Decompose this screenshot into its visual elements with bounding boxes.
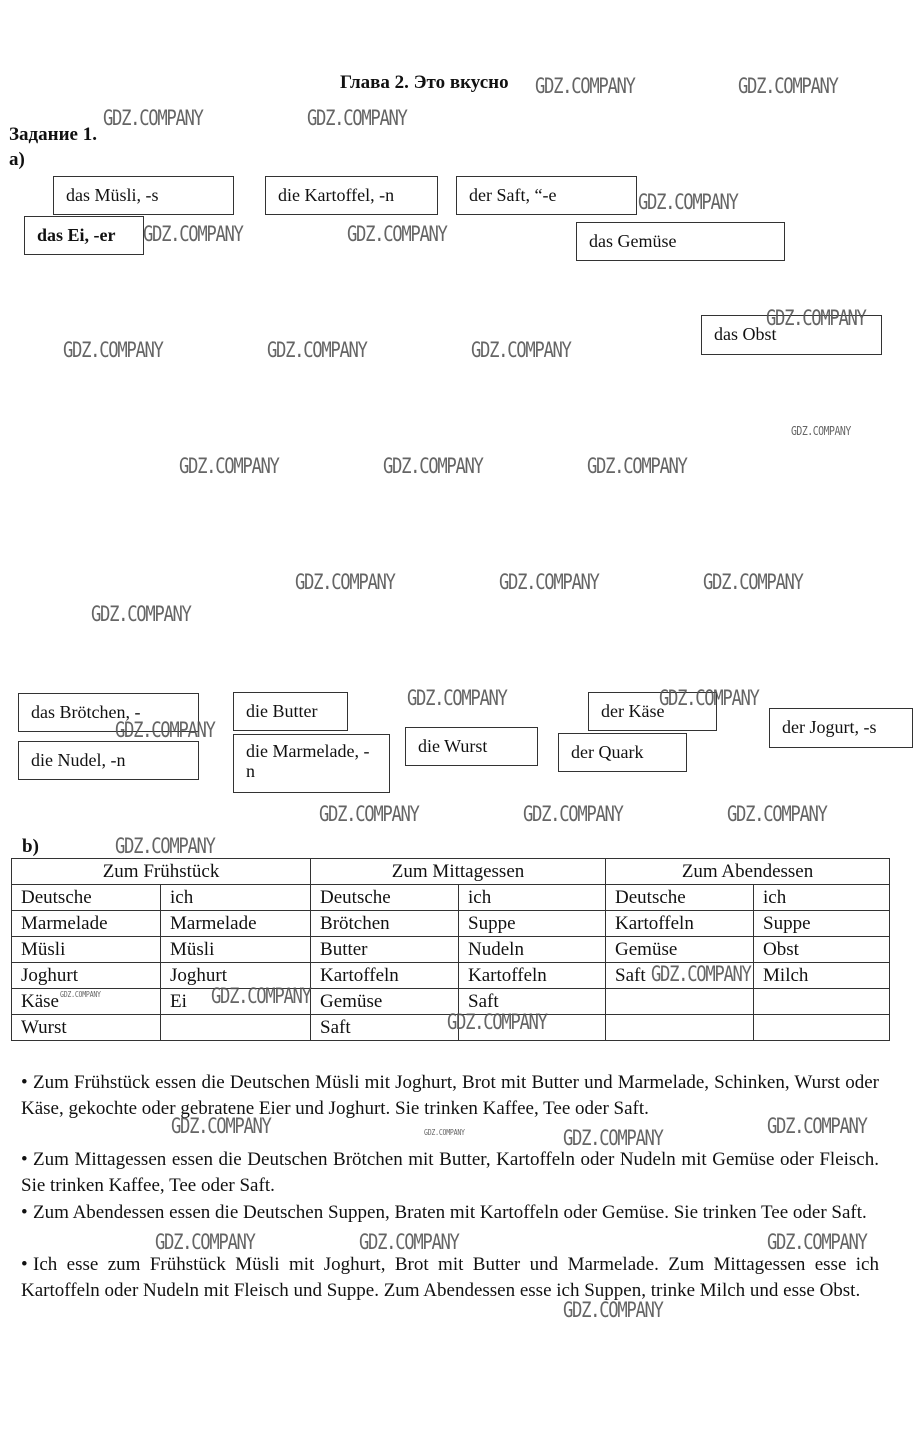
table-cell: Gemüse xyxy=(606,937,754,963)
watermark: GDZ.COMPANY xyxy=(523,802,623,826)
table-cell: Ei xyxy=(161,989,311,1015)
table-cell: Marmelade xyxy=(161,911,311,937)
subheader-cell: Deutsche xyxy=(311,885,459,911)
watermark: GDZ.COMPANY xyxy=(115,718,215,742)
part-a-label: a) xyxy=(9,149,25,170)
table-cell: Kartoffeln xyxy=(459,963,606,989)
table-cell: Wurst xyxy=(12,1015,161,1041)
word-card: die Butter xyxy=(233,692,348,731)
table-cell: Kartoffeln xyxy=(606,911,754,937)
paragraph-own xyxy=(21,1252,879,1303)
paragraph-dinner xyxy=(21,1200,879,1226)
bullet-icon: • xyxy=(21,1202,28,1223)
part-b-label: b) xyxy=(22,836,39,857)
watermark: GDZ.COMPANY xyxy=(727,802,827,826)
watermark: GDZ.COMPANY xyxy=(359,1230,459,1254)
table-cell: Milch xyxy=(754,963,890,989)
word-card: das Brötchen, - xyxy=(18,693,199,732)
word-card: das Obst xyxy=(701,315,882,355)
watermark: GDZ.COMPANY xyxy=(563,1126,663,1150)
table-cell: Obst xyxy=(754,937,890,963)
table-cell xyxy=(754,1015,890,1041)
subheader-cell: Deutsche xyxy=(606,885,754,911)
watermark: GDZ.COMPANY xyxy=(535,74,635,98)
watermark: GDZ.COMPANY xyxy=(407,686,507,710)
watermark: GDZ.COMPANY xyxy=(60,990,101,999)
watermark: GDZ.COMPANY xyxy=(347,222,447,246)
paragraph-lunch xyxy=(21,1147,879,1198)
word-card: der Quark xyxy=(558,733,687,772)
watermark: GDZ.COMPANY xyxy=(267,338,367,362)
table-cell xyxy=(161,1015,311,1041)
word-card: die Nudel, -n xyxy=(18,741,199,780)
watermark: GDZ.COMPANY xyxy=(651,962,751,986)
word-card: der Saft, “-e xyxy=(456,176,637,215)
table-cell: Müsli xyxy=(161,937,311,963)
watermark: GDZ.COMPANY xyxy=(659,686,759,710)
table-cell: Joghurt xyxy=(12,963,161,989)
bullet-icon: • xyxy=(21,1254,28,1275)
table-row xyxy=(12,911,890,937)
table-cell: Saft xyxy=(311,1015,459,1041)
table-cell: Butter xyxy=(311,937,459,963)
watermark: GDZ.COMPANY xyxy=(91,602,191,626)
word-card: die Kartoffel, -n xyxy=(265,176,438,215)
table-cell: Müsli xyxy=(12,937,161,963)
table-cell: Saft xyxy=(606,963,754,989)
word-card: das Müsli, -s xyxy=(53,176,234,215)
word-card: das Ei, -er xyxy=(24,216,144,255)
table-cell: Marmelade xyxy=(12,911,161,937)
watermark: GDZ.COMPANY xyxy=(738,74,838,98)
header-lunch: Zum Mittagessen xyxy=(311,859,606,885)
watermark: GDZ.COMPANY xyxy=(447,1010,547,1034)
chapter-title: Глава 2. Это вкусно xyxy=(340,72,509,93)
paragraph-text: Zum Abendessen essen die Deutschen Suppen, Braten mit Kartoffeln oder Gemüse. Sie trinken Tee oder Saft. xyxy=(33,1202,867,1223)
watermark: GDZ.COMPANY xyxy=(424,1128,465,1137)
task-heading: Задание 1. xyxy=(9,124,97,145)
paragraph-breakfast xyxy=(21,1070,879,1121)
table-cell: Brötchen xyxy=(311,911,459,937)
watermark: GDZ.COMPANY xyxy=(295,570,395,594)
paragraph-text: Ich esse zum Frühstück Müsli mit Joghurt, Brot mit Butter und Marmelade. Zum Mittagessen esse ich Kartoffeln oder Nudeln mit Fleisch und Suppe. Zum Abendessen esse ich Suppen, trinke Milch und esse Obst. xyxy=(21,1254,879,1301)
watermark: GDZ.COMPANY xyxy=(63,338,163,362)
table-cell: Saft xyxy=(459,989,606,1015)
table-cell xyxy=(754,989,890,1015)
table-row xyxy=(12,937,890,963)
table-cell: Kartoffeln xyxy=(311,963,459,989)
header-breakfast: Zum Frühstück xyxy=(12,859,311,885)
watermark: GDZ.COMPANY xyxy=(563,1298,663,1322)
watermark: GDZ.COMPANY xyxy=(499,570,599,594)
table-cell: Joghurt xyxy=(161,963,311,989)
watermark: GDZ.COMPANY xyxy=(766,306,866,330)
watermark: GDZ.COMPANY xyxy=(767,1114,867,1138)
subheader-cell: Deutsche xyxy=(12,885,161,911)
table-cell: Nudeln xyxy=(459,937,606,963)
word-card: das Gemüse xyxy=(576,222,785,261)
watermark: GDZ.COMPANY xyxy=(307,106,407,130)
header-dinner: Zum Abendessen xyxy=(606,859,890,885)
table-cell xyxy=(606,1015,754,1041)
table-cell: Suppe xyxy=(459,911,606,937)
paragraph-text: Zum Mittagessen essen die Deutschen Brötchen mit Butter, Kartoffeln oder Nudeln mit Gemüse oder Fleisch. Sie trinken Kaffee, Tee oder Saft. xyxy=(21,1149,879,1196)
subheader-cell: ich xyxy=(161,885,311,911)
word-card: die Marmelade, -n xyxy=(233,734,390,793)
watermark: GDZ.COMPANY xyxy=(115,834,215,858)
watermark: GDZ.COMPANY xyxy=(383,454,483,478)
bullet-icon: • xyxy=(21,1149,28,1170)
watermark: GDZ.COMPANY xyxy=(767,1230,867,1254)
word-card: der Jogurt, -s xyxy=(769,708,913,748)
watermark: GDZ.COMPANY xyxy=(587,454,687,478)
watermark: GDZ.COMPANY xyxy=(155,1230,255,1254)
bullet-icon: • xyxy=(21,1072,28,1093)
watermark: GDZ.COMPANY xyxy=(103,106,203,130)
watermark: GDZ.COMPANY xyxy=(791,424,851,438)
word-card: der Käse xyxy=(588,692,717,731)
watermark: GDZ.COMPANY xyxy=(143,222,243,246)
watermark: GDZ.COMPANY xyxy=(171,1114,271,1138)
watermark: GDZ.COMPANY xyxy=(638,190,738,214)
watermark: GDZ.COMPANY xyxy=(471,338,571,362)
table-cell xyxy=(606,989,754,1015)
subheader-cell: ich xyxy=(754,885,890,911)
table-cell: Suppe xyxy=(754,911,890,937)
watermark: GDZ.COMPANY xyxy=(319,802,419,826)
word-card: die Wurst xyxy=(405,727,538,766)
watermark: GDZ.COMPANY xyxy=(179,454,279,478)
table-header-row xyxy=(12,859,890,885)
watermark: GDZ.COMPANY xyxy=(703,570,803,594)
paragraph-text: Zum Frühstück essen die Deutschen Müsli mit Joghurt, Brot mit Butter und Marmelade, Schinken, Wurst oder Käse, gekochte oder gebratene Eier und Joghurt. Sie trinken Kaffee, Tee oder Saft. xyxy=(21,1072,879,1119)
watermark: GDZ.COMPANY xyxy=(211,984,311,1008)
table-subheader-row xyxy=(12,885,890,911)
subheader-cell: ich xyxy=(459,885,606,911)
table-row xyxy=(12,963,890,989)
table-cell: Käse xyxy=(12,989,161,1015)
table-cell: Gemüse xyxy=(311,989,459,1015)
